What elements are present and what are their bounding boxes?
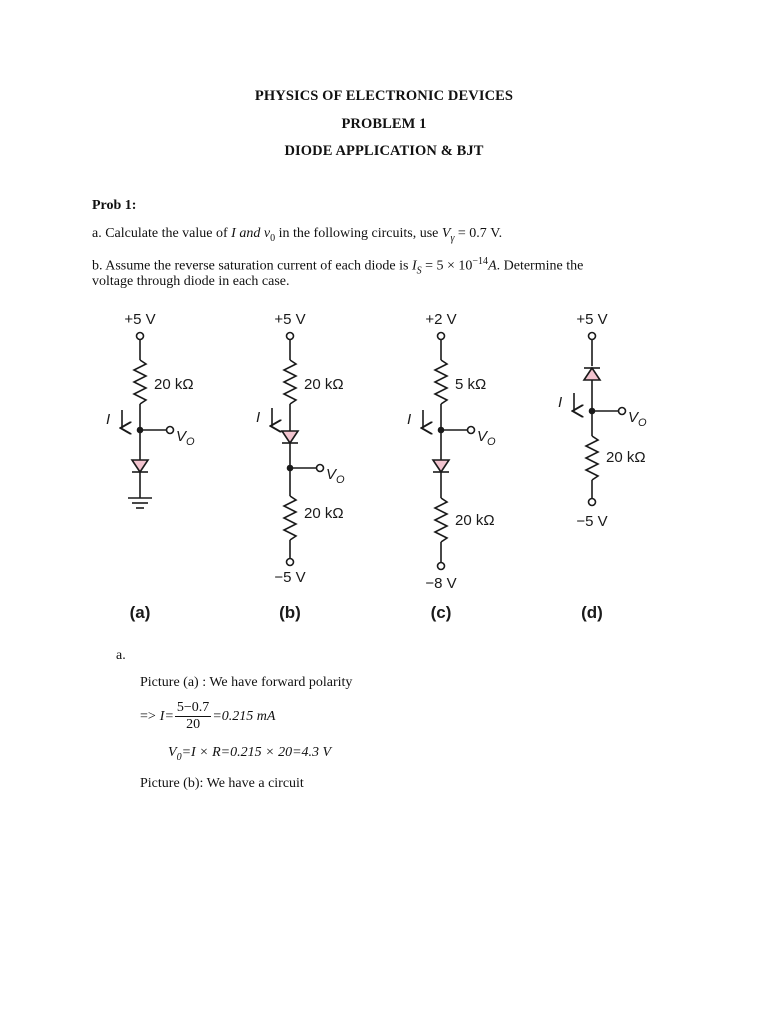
resistor-d-label: 20 kΩ (606, 449, 646, 466)
bottom-d-label: −5 V (576, 513, 608, 530)
supply-b-label: +5 V (274, 311, 306, 328)
resistor-a (134, 360, 146, 404)
resistor-c-bottom-label: 20 kΩ (455, 512, 495, 529)
diode-b (282, 431, 298, 443)
circuit-b (272, 333, 324, 566)
output-b-label: $V_O$ (326, 466, 345, 486)
resistor-b-bottom (284, 496, 296, 540)
diode-a (132, 460, 148, 472)
problem-label: Prob 1: (92, 198, 137, 213)
current-a-label: I (106, 411, 111, 428)
resistor-c-bottom (435, 498, 447, 542)
supply-d-label: +5 V (576, 311, 608, 328)
output-a-label: $V_O$ (176, 428, 195, 448)
part-b-question-line2: voltage through diode in each case. (92, 274, 290, 289)
solution-item-label: a. (116, 648, 126, 663)
current-d-label: I (558, 394, 563, 411)
doc-topic: DIODE APPLICATION & BJT (284, 143, 484, 159)
resistor-c-top (435, 360, 447, 404)
caption-d: (d) (581, 603, 603, 622)
caption-c: (c) (430, 603, 452, 622)
output-c-label: $V_O$ (477, 428, 496, 448)
resistor-c-top-label: 5 kΩ (455, 376, 487, 393)
resistor-b-top (284, 360, 296, 404)
supply-a-label: +5 V (124, 311, 156, 328)
equation-current: => I= $\frac{5-0.7}{20}$ =0.215 mA (140, 700, 276, 732)
caption-b: (b) (279, 603, 301, 622)
doc-subtitle: PROBLEM 1 (341, 116, 427, 132)
diode-d (584, 368, 600, 380)
solution-pic-b: Picture (b): We have a circuit (140, 776, 304, 791)
diode-c (433, 460, 449, 472)
resistor-d (586, 436, 598, 480)
current-b-label: I (256, 409, 261, 426)
equation-voltage: $V_0=I \times R=0.215 \times 20=4.3$ V (168, 745, 332, 763)
resistor-b-bottom-label: 20 kΩ (304, 505, 344, 522)
circuit-a (122, 333, 174, 509)
supply-c-label: +2 V (425, 311, 457, 328)
part-a-question: a. Calculate the value of I and $v_0$ in the following circuits, use $V_\gamma = 0.7$ V. (92, 226, 503, 244)
output-d-label: $V_O$ (628, 409, 647, 429)
circuit-figure (0, 300, 768, 630)
doc-title: PHYSICS OF ELECTRONIC DEVICES (254, 88, 514, 104)
circuit-d (574, 333, 626, 506)
caption-a: (a) (129, 603, 151, 622)
part-b-question: b. Assume the reverse saturation current of each diode is $I_S = 5 \times 10^{-14}A$. Determine the (92, 256, 584, 277)
fraction: $\frac{5-0.7}{20}$ (176, 700, 210, 732)
bottom-c-label: −8 V (425, 575, 457, 592)
bottom-b-label: −5 V (274, 569, 306, 586)
solution-pic-a: Picture (a) : We have forward polarity (140, 675, 353, 690)
resistor-b-top-label: 20 kΩ (304, 376, 344, 393)
current-c-label: I (407, 411, 412, 428)
circuit-c (423, 333, 475, 570)
resistor-a-label: 20 kΩ (154, 376, 194, 393)
